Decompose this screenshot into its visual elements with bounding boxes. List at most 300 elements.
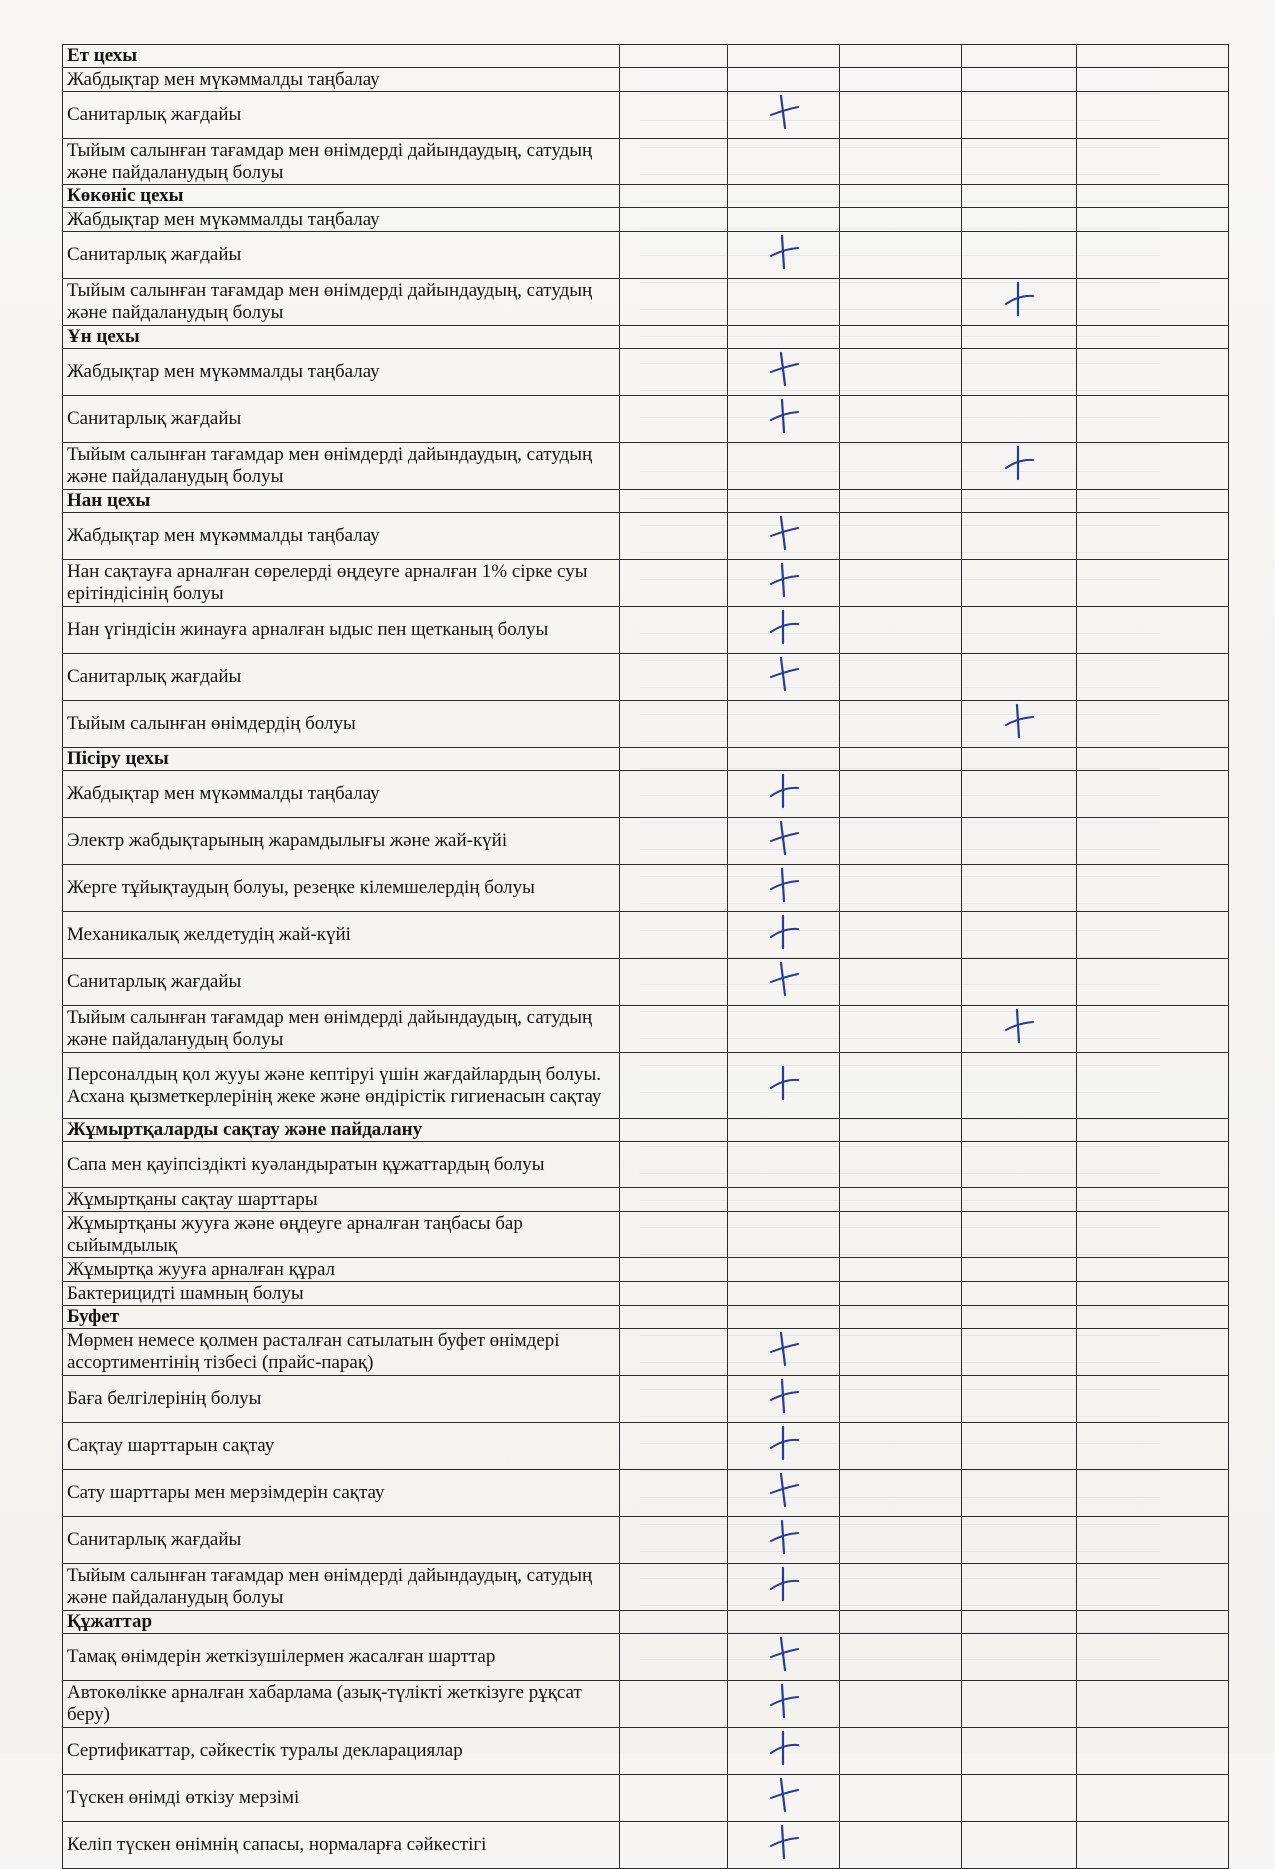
- table-row: [63, 771, 1229, 818]
- assessment-cell[interactable]: [962, 92, 1077, 139]
- assessment-cell[interactable]: [728, 1376, 840, 1423]
- assessment-cell[interactable]: [1077, 1728, 1229, 1775]
- assessment-cell[interactable]: [962, 1681, 1077, 1728]
- criterion-label: Жабдықтар мен мүкәммалды таңбалау: [63, 208, 620, 232]
- assessment-cell[interactable]: [840, 513, 962, 560]
- assessment-cell[interactable]: [962, 1728, 1077, 1775]
- assessment-cell[interactable]: [620, 1188, 728, 1212]
- assessment-cell[interactable]: [840, 1470, 962, 1517]
- assessment-cell[interactable]: [962, 443, 1077, 490]
- handwritten-check-icon: [762, 1564, 806, 1604]
- handwritten-check-icon: [762, 607, 806, 647]
- assessment-cell[interactable]: [962, 208, 1077, 232]
- assessment-cell[interactable]: [620, 513, 728, 560]
- section-title: Нан цехы: [63, 490, 620, 513]
- assessment-cell[interactable]: [728, 607, 840, 654]
- assessment-cell[interactable]: [840, 701, 962, 748]
- assessment-cell[interactable]: [962, 1212, 1077, 1258]
- assessment-cell[interactable]: [840, 1775, 962, 1822]
- assessment-cell[interactable]: [728, 1681, 840, 1728]
- assessment-cell[interactable]: [962, 279, 1077, 326]
- assessment-cell[interactable]: [1077, 349, 1229, 396]
- table-row: [63, 1282, 1229, 1306]
- assessment-cell[interactable]: [840, 1634, 962, 1681]
- table-row: [63, 1517, 1229, 1564]
- table-row: [63, 607, 1229, 654]
- criterion-label: Санитарлық жағдайы: [63, 654, 620, 701]
- criterion-label: Санитарлық жағдайы: [63, 959, 620, 1006]
- empty-cell: [620, 490, 728, 513]
- assessment-cell[interactable]: [620, 560, 728, 607]
- assessment-cell[interactable]: [1077, 818, 1229, 865]
- table-row: [63, 1329, 1229, 1376]
- criterion-label: Келіп түскен өнімнің сапасы, нормаларға сәйкестігі: [63, 1822, 620, 1869]
- assessment-cell[interactable]: [728, 1188, 840, 1212]
- handwritten-check-icon: [762, 92, 806, 132]
- assessment-cell[interactable]: [962, 959, 1077, 1006]
- assessment-cell[interactable]: [728, 92, 840, 139]
- assessment-cell[interactable]: [962, 1517, 1077, 1564]
- assessment-cell[interactable]: [1077, 68, 1229, 92]
- assessment-cell[interactable]: [1077, 279, 1229, 326]
- assessment-cell[interactable]: [962, 1564, 1077, 1611]
- assessment-cell[interactable]: [840, 1188, 962, 1212]
- assessment-cell[interactable]: [1077, 1282, 1229, 1306]
- assessment-cell[interactable]: [620, 443, 728, 490]
- assessment-cell[interactable]: [620, 771, 728, 818]
- section-title: Көкөніс цехы: [63, 185, 620, 208]
- empty-cell: [620, 1119, 728, 1142]
- assessment-cell[interactable]: [620, 396, 728, 443]
- assessment-cell[interactable]: [1077, 701, 1229, 748]
- handwritten-check-icon: [997, 443, 1041, 483]
- empty-cell: [840, 45, 962, 68]
- assessment-cell[interactable]: [620, 279, 728, 326]
- assessment-cell[interactable]: [1077, 1470, 1229, 1517]
- assessment-cell[interactable]: [728, 1517, 840, 1564]
- assessment-cell[interactable]: [728, 208, 840, 232]
- empty-cell: [620, 185, 728, 208]
- assessment-cell[interactable]: [840, 654, 962, 701]
- assessment-cell[interactable]: [1077, 1822, 1229, 1869]
- table-row: [63, 1212, 1229, 1258]
- handwritten-check-icon: [762, 771, 806, 811]
- handwritten-check-icon: [762, 1470, 806, 1510]
- assessment-cell[interactable]: [962, 1376, 1077, 1423]
- criterion-label: Жабдықтар мен мүкәммалды таңбалау: [63, 513, 620, 560]
- assessment-cell[interactable]: [728, 1728, 840, 1775]
- assessment-cell[interactable]: [962, 139, 1077, 185]
- criterion-label: Нан үгіндісін жинауға арналған ыдыс пен щетканың болуы: [63, 607, 620, 654]
- assessment-cell[interactable]: [1077, 396, 1229, 443]
- assessment-cell[interactable]: [962, 1470, 1077, 1517]
- table-row: [63, 1470, 1229, 1517]
- assessment-cell[interactable]: [840, 1282, 962, 1306]
- assessment-cell[interactable]: [1077, 1564, 1229, 1611]
- assessment-cell[interactable]: [728, 560, 840, 607]
- assessment-cell[interactable]: [1077, 1634, 1229, 1681]
- assessment-cell[interactable]: [1077, 1423, 1229, 1470]
- criterion-label: Баға белгілерінің болуы: [63, 1376, 620, 1423]
- table-row: [63, 912, 1229, 959]
- assessment-cell[interactable]: [1077, 654, 1229, 701]
- assessment-cell[interactable]: [620, 959, 728, 1006]
- empty-cell: [728, 326, 840, 349]
- handwritten-check-icon: [762, 1634, 806, 1674]
- assessment-cell[interactable]: [840, 771, 962, 818]
- table-row: [63, 1775, 1229, 1822]
- section-row: [63, 1306, 1229, 1329]
- assessment-cell[interactable]: [1077, 1188, 1229, 1212]
- table-row: [63, 1822, 1229, 1869]
- assessment-cell[interactable]: [1077, 1142, 1229, 1188]
- assessment-cell[interactable]: [620, 1470, 728, 1517]
- empty-cell: [1077, 1611, 1229, 1634]
- section-title: Ұн цехы: [63, 326, 620, 349]
- assessment-cell[interactable]: [840, 1258, 962, 1282]
- empty-cell: [962, 1611, 1077, 1634]
- criterion-label: Автокөлікке арналған хабарлама (азық-түлікті жеткізуге рұқсат беру): [63, 1681, 620, 1728]
- assessment-cell[interactable]: [1077, 513, 1229, 560]
- assessment-cell[interactable]: [962, 1634, 1077, 1681]
- assessment-cell[interactable]: [962, 1258, 1077, 1282]
- table-row: [63, 1564, 1229, 1611]
- assessment-cell[interactable]: [620, 1329, 728, 1376]
- assessment-cell[interactable]: [620, 1053, 728, 1119]
- assessment-cell[interactable]: [1077, 771, 1229, 818]
- assessment-cell[interactable]: [728, 1053, 840, 1119]
- handwritten-check-icon: [762, 1063, 806, 1103]
- assessment-cell[interactable]: [962, 349, 1077, 396]
- criterion-label: Жабдықтар мен мүкәммалды таңбалау: [63, 68, 620, 92]
- assessment-cell[interactable]: [728, 1329, 840, 1376]
- assessment-cell[interactable]: [962, 1188, 1077, 1212]
- assessment-cell[interactable]: [728, 1775, 840, 1822]
- assessment-cell[interactable]: [728, 513, 840, 560]
- assessment-cell[interactable]: [962, 654, 1077, 701]
- assessment-cell[interactable]: [1077, 1376, 1229, 1423]
- assessment-cell[interactable]: [840, 68, 962, 92]
- assessment-cell[interactable]: [728, 1258, 840, 1282]
- assessment-cell[interactable]: [620, 1681, 728, 1728]
- table-row: [63, 1728, 1229, 1775]
- assessment-cell[interactable]: [840, 1517, 962, 1564]
- assessment-cell[interactable]: [728, 279, 840, 326]
- assessment-cell[interactable]: [962, 560, 1077, 607]
- empty-cell: [840, 748, 962, 771]
- handwritten-check-icon: [762, 1775, 806, 1815]
- handwritten-check-icon: [762, 1822, 806, 1862]
- assessment-cell[interactable]: [728, 443, 840, 490]
- assessment-cell[interactable]: [728, 1142, 840, 1188]
- assessment-cell[interactable]: [962, 701, 1077, 748]
- assessment-cell[interactable]: [728, 349, 840, 396]
- section-row: [63, 748, 1229, 771]
- empty-cell: [962, 185, 1077, 208]
- assessment-cell[interactable]: [840, 959, 962, 1006]
- assessment-cell[interactable]: [962, 1006, 1077, 1053]
- assessment-cell[interactable]: [728, 1423, 840, 1470]
- assessment-cell[interactable]: [620, 1376, 728, 1423]
- assessment-cell[interactable]: [962, 396, 1077, 443]
- assessment-cell[interactable]: [728, 68, 840, 92]
- empty-cell: [728, 1119, 840, 1142]
- empty-cell: [728, 490, 840, 513]
- table-row: [63, 349, 1229, 396]
- assessment-cell[interactable]: [962, 232, 1077, 279]
- assessment-cell[interactable]: [620, 1282, 728, 1306]
- assessment-cell[interactable]: [1077, 1053, 1229, 1119]
- table-row: [63, 1681, 1229, 1728]
- assessment-cell[interactable]: [840, 865, 962, 912]
- assessment-cell[interactable]: [962, 1282, 1077, 1306]
- assessment-cell[interactable]: [962, 771, 1077, 818]
- criterion-label: Санитарлық жағдайы: [63, 1517, 620, 1564]
- table-row: [63, 92, 1229, 139]
- assessment-cell[interactable]: [1077, 1258, 1229, 1282]
- table-row: [63, 1006, 1229, 1053]
- empty-cell: [620, 326, 728, 349]
- table-row: [63, 208, 1229, 232]
- assessment-cell[interactable]: [840, 1681, 962, 1728]
- empty-cell: [728, 748, 840, 771]
- assessment-cell[interactable]: [728, 771, 840, 818]
- assessment-cell[interactable]: [840, 232, 962, 279]
- assessment-cell[interactable]: [728, 912, 840, 959]
- assessment-cell[interactable]: [840, 443, 962, 490]
- assessment-cell[interactable]: [620, 1006, 728, 1053]
- assessment-cell[interactable]: [1077, 1329, 1229, 1376]
- table-row: [63, 1188, 1229, 1212]
- empty-cell: [962, 1119, 1077, 1142]
- table-row: [63, 396, 1229, 443]
- assessment-cell[interactable]: [962, 1822, 1077, 1869]
- table-row: [63, 1258, 1229, 1282]
- criterion-label: Тыйым салынған тағамдар мен өнімдерді дайындаудың, сатудың және пайдаланудың болуы: [63, 1564, 620, 1611]
- criterion-label: Санитарлық жағдайы: [63, 396, 620, 443]
- assessment-cell[interactable]: [1077, 912, 1229, 959]
- assessment-cell[interactable]: [620, 1775, 728, 1822]
- table-row: [63, 68, 1229, 92]
- assessment-cell[interactable]: [962, 865, 1077, 912]
- table-row: [63, 139, 1229, 185]
- assessment-cell[interactable]: [1077, 232, 1229, 279]
- assessment-cell[interactable]: [840, 1423, 962, 1470]
- handwritten-check-icon: [762, 1423, 806, 1463]
- criterion-label: Түскен өнімді өткізу мерзімі: [63, 1775, 620, 1822]
- assessment-cell[interactable]: [840, 912, 962, 959]
- empty-cell: [728, 1611, 840, 1634]
- empty-cell: [840, 185, 962, 208]
- assessment-cell[interactable]: [1077, 443, 1229, 490]
- handwritten-check-icon: [762, 560, 806, 600]
- assessment-cell[interactable]: [728, 1470, 840, 1517]
- criterion-label: Персоналдың қол жууы және кептіруі үшін жағдайлардың болуы. Асхана қызметкерлерінің жеке және өндірістік гигиенасын сақтау: [63, 1053, 620, 1119]
- assessment-cell[interactable]: [962, 1142, 1077, 1188]
- assessment-cell[interactable]: [728, 1282, 840, 1306]
- assessment-cell[interactable]: [728, 1634, 840, 1681]
- assessment-cell[interactable]: [620, 1212, 728, 1258]
- assessment-cell[interactable]: [728, 139, 840, 185]
- assessment-cell[interactable]: [620, 818, 728, 865]
- assessment-cell[interactable]: [962, 513, 1077, 560]
- section-title: Жұмыртқаларды сақтау және пайдалану: [63, 1119, 620, 1142]
- assessment-cell[interactable]: [840, 279, 962, 326]
- empty-cell: [1077, 1119, 1229, 1142]
- assessment-cell[interactable]: [728, 865, 840, 912]
- assessment-cell[interactable]: [962, 607, 1077, 654]
- assessment-cell[interactable]: [620, 1142, 728, 1188]
- assessment-cell[interactable]: [728, 818, 840, 865]
- criterion-label: Жабдықтар мен мүкәммалды таңбалау: [63, 771, 620, 818]
- assessment-cell[interactable]: [840, 1212, 962, 1258]
- section-title: Ет цехы: [63, 45, 620, 68]
- assessment-cell[interactable]: [1077, 1212, 1229, 1258]
- empty-cell: [620, 45, 728, 68]
- criterion-label: Тамақ өнімдерін жеткізушілермен жасалған шарттар: [63, 1634, 620, 1681]
- empty-cell: [840, 1119, 962, 1142]
- criterion-label: Сертификаттар, сәйкестік туралы декларациялар: [63, 1728, 620, 1775]
- assessment-cell[interactable]: [840, 560, 962, 607]
- assessment-cell[interactable]: [840, 139, 962, 185]
- handwritten-check-icon: [762, 232, 806, 272]
- empty-cell: [962, 748, 1077, 771]
- assessment-cell[interactable]: [1077, 92, 1229, 139]
- assessment-cell[interactable]: [840, 607, 962, 654]
- handwritten-check-icon: [762, 654, 806, 694]
- assessment-cell[interactable]: [620, 1517, 728, 1564]
- assessment-cell[interactable]: [620, 1423, 728, 1470]
- empty-cell: [1077, 1306, 1229, 1329]
- assessment-cell[interactable]: [840, 1053, 962, 1119]
- assessment-cell[interactable]: [620, 349, 728, 396]
- assessment-cell[interactable]: [620, 1634, 728, 1681]
- assessment-cell[interactable]: [620, 865, 728, 912]
- assessment-cell[interactable]: [840, 396, 962, 443]
- table-row: [63, 1376, 1229, 1423]
- handwritten-check-icon: [762, 818, 806, 858]
- table-row: [63, 818, 1229, 865]
- assessment-cell[interactable]: [962, 1329, 1077, 1376]
- assessment-cell[interactable]: [620, 1728, 728, 1775]
- table-row: [63, 232, 1229, 279]
- assessment-cell[interactable]: [620, 68, 728, 92]
- assessment-cell[interactable]: [840, 1142, 962, 1188]
- assessment-cell[interactable]: [620, 92, 728, 139]
- criterion-label: Тыйым салынған өнімдердің болуы: [63, 701, 620, 748]
- assessment-cell[interactable]: [1077, 560, 1229, 607]
- assessment-cell[interactable]: [962, 1053, 1077, 1119]
- criterion-label: Сақтау шарттарын сақтау: [63, 1423, 620, 1470]
- assessment-cell[interactable]: [728, 232, 840, 279]
- assessment-cell[interactable]: [620, 232, 728, 279]
- section-row: [63, 490, 1229, 513]
- assessment-cell[interactable]: [1077, 607, 1229, 654]
- handwritten-check-icon: [762, 912, 806, 952]
- assessment-cell[interactable]: [840, 92, 962, 139]
- assessment-cell[interactable]: [728, 1212, 840, 1258]
- assessment-cell[interactable]: [728, 654, 840, 701]
- assessment-cell[interactable]: [728, 959, 840, 1006]
- assessment-cell[interactable]: [620, 654, 728, 701]
- assessment-cell[interactable]: [840, 208, 962, 232]
- assessment-cell[interactable]: [620, 1822, 728, 1869]
- assessment-cell[interactable]: [1077, 959, 1229, 1006]
- criterion-label: Бактерицидті шамның болуы: [63, 1282, 620, 1306]
- assessment-cell[interactable]: [620, 139, 728, 185]
- assessment-cell[interactable]: [1077, 208, 1229, 232]
- assessment-cell[interactable]: [1077, 139, 1229, 185]
- section-title: Пісіру цехы: [63, 748, 620, 771]
- assessment-cell[interactable]: [728, 1822, 840, 1869]
- assessment-cell[interactable]: [620, 208, 728, 232]
- table-row: [63, 1634, 1229, 1681]
- assessment-cell[interactable]: [840, 1728, 962, 1775]
- criterion-label: Жұмыртқаны жууға және өңдеуге арналған таңбасы бар сыйымдылық: [63, 1212, 620, 1258]
- criterion-label: Электр жабдықтарының жарамдылығы және жай-күйі: [63, 818, 620, 865]
- criterion-label: Тыйым салынған тағамдар мен өнімдерді дайындаудың, сатудың және пайдаланудың болуы: [63, 139, 620, 185]
- assessment-cell[interactable]: [728, 396, 840, 443]
- empty-cell: [962, 326, 1077, 349]
- assessment-cell[interactable]: [840, 1822, 962, 1869]
- empty-cell: [840, 1306, 962, 1329]
- handwritten-check-icon: [762, 1329, 806, 1369]
- assessment-cell[interactable]: [620, 912, 728, 959]
- inspection-checklist-table: [62, 44, 1229, 1869]
- table-row: [63, 701, 1229, 748]
- assessment-cell[interactable]: [962, 818, 1077, 865]
- assessment-cell[interactable]: [962, 68, 1077, 92]
- assessment-cell[interactable]: [840, 1006, 962, 1053]
- assessment-cell[interactable]: [840, 818, 962, 865]
- assessment-cell[interactable]: [1077, 1681, 1229, 1728]
- criterion-label: Сату шарттары мен мерзімдерін сақтау: [63, 1470, 620, 1517]
- assessment-cell[interactable]: [620, 701, 728, 748]
- assessment-cell[interactable]: [840, 349, 962, 396]
- criterion-label: Жұмыртқа жууға арналған құрал: [63, 1258, 620, 1282]
- assessment-cell[interactable]: [1077, 865, 1229, 912]
- empty-cell: [962, 45, 1077, 68]
- assessment-cell[interactable]: [620, 1564, 728, 1611]
- assessment-cell[interactable]: [728, 1006, 840, 1053]
- assessment-cell[interactable]: [840, 1376, 962, 1423]
- assessment-cell[interactable]: [728, 701, 840, 748]
- assessment-cell[interactable]: [840, 1329, 962, 1376]
- section-title: Құжаттар: [63, 1611, 620, 1634]
- table-row: [63, 560, 1229, 607]
- criterion-label: Тыйым салынған тағамдар мен өнімдерді дайындаудың, сатудың және пайдаланудың болуы: [63, 1006, 620, 1053]
- section-row: [63, 1119, 1229, 1142]
- handwritten-check-icon: [762, 1376, 806, 1416]
- assessment-cell[interactable]: [1077, 1006, 1229, 1053]
- assessment-cell[interactable]: [620, 1258, 728, 1282]
- assessment-cell[interactable]: [620, 607, 728, 654]
- table-row: [63, 865, 1229, 912]
- handwritten-check-icon: [762, 513, 806, 553]
- assessment-cell[interactable]: [962, 1423, 1077, 1470]
- assessment-cell[interactable]: [1077, 1517, 1229, 1564]
- table-row: [63, 443, 1229, 490]
- section-row: [63, 326, 1229, 349]
- assessment-cell[interactable]: [840, 1564, 962, 1611]
- assessment-cell[interactable]: [1077, 1775, 1229, 1822]
- empty-cell: [962, 490, 1077, 513]
- empty-cell: [620, 748, 728, 771]
- assessment-cell[interactable]: [962, 1775, 1077, 1822]
- empty-cell: [840, 326, 962, 349]
- assessment-cell[interactable]: [962, 912, 1077, 959]
- assessment-cell[interactable]: [728, 1564, 840, 1611]
